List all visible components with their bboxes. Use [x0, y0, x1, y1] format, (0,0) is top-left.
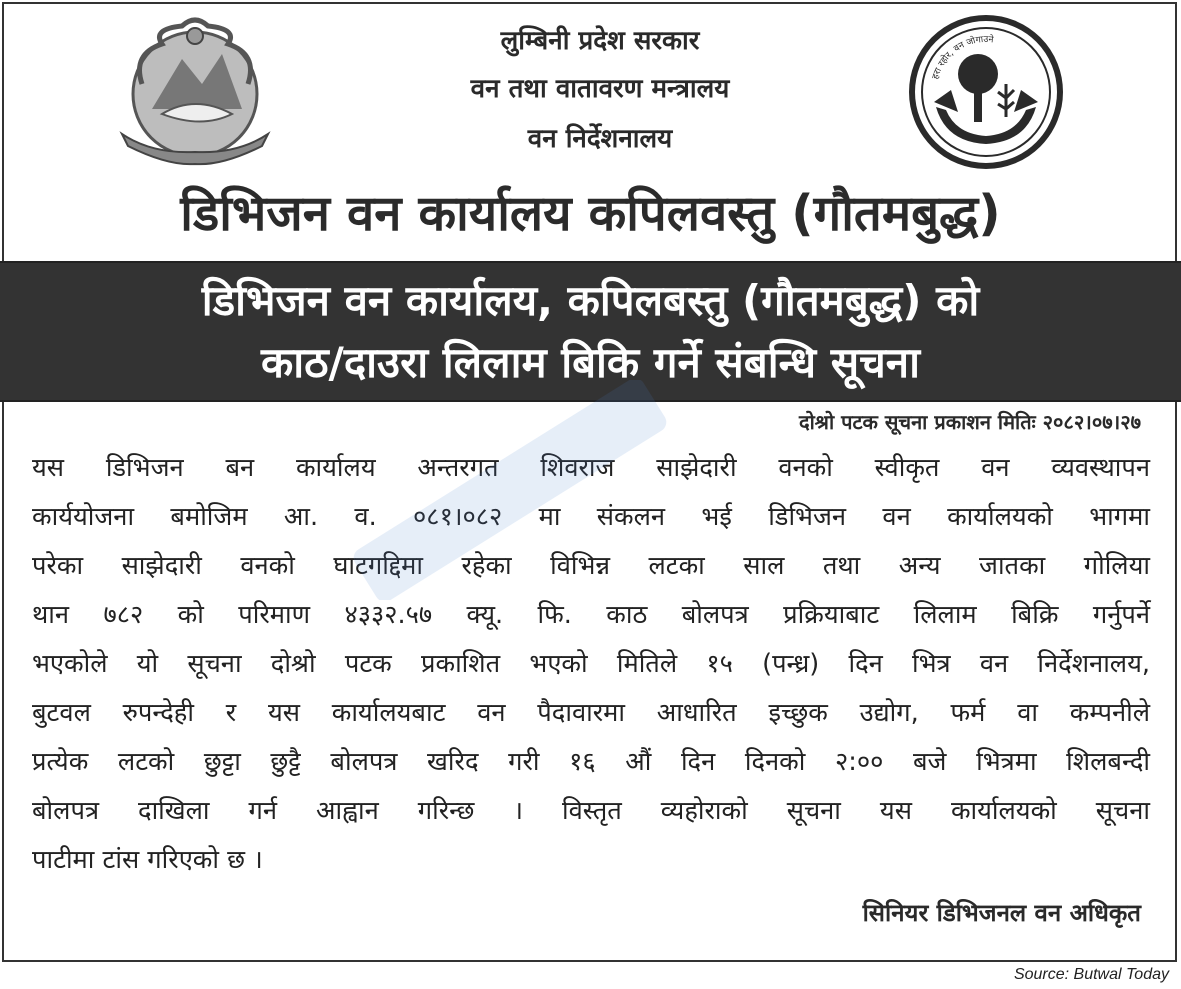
body-line: बोलपत्र दाखिला गर्न आह्वान गरिन्छ । विस्तृत व्यहोराको सूचना यस कार्यालयको सूचना — [32, 796, 1150, 826]
body-line: थान ७८२ को परिमाण ४३३२.५७ क्यू. फि. काठ बोलपत्र प्रक्रियाबाट लिलाम बिक्रि गर्नुपर्ने — [32, 600, 1150, 630]
office-title: डिभिजन वन कार्यालय कपिलवस्तु (गौतमबुद्ध) — [180, 185, 1001, 242]
body-line: बुटवल रुपन्देही र यस कार्यालयबाट वन पैदावारमा आधारित इच्छुक उद्योग, फर्म वा कम्पनीले — [32, 698, 1150, 728]
header-ministry: वन तथा वातावरण मन्त्रालय — [470, 74, 730, 104]
body-line: यस डिभिजन बन कार्यालय अन्तरगत शिवराज साझेदारी वनको स्वीकृत वन व्यवस्थापन — [32, 453, 1150, 483]
forest-ministry-logo-icon — [906, 12, 1066, 172]
banner-line-2: काठ/दाउरा लिलाम बिकि गर्ने संबन्धि सूचना — [261, 338, 920, 387]
logo-arc-text: हरा रहोर, वन जोगाउने — [930, 34, 994, 81]
body-line: परेका साझेदारी वनको घाटगद्दिमा रहेका विभिन्न लटका साल तथा अन्य जातका गोलिया — [32, 551, 1150, 581]
body-line: प्रत्येक लटको छुट्टा छुट्टै बोलपत्र खरिद गरी १६ औं दिन दिनको २:०० बजे भित्रमा शिलबन्दी — [32, 747, 1150, 777]
signature-title: सिनियर डिभिजनल वन अधिकृत — [862, 899, 1141, 927]
publication-date: दोश्रो पटक सूचना प्रकाशन मितिः २०८२।०७।२७ — [799, 410, 1141, 434]
body-line: कार्ययोजना बमोजिम आ. व. ०८१।०८२ मा संकलन भई डिभिजन वन कार्यालयको भागमा — [32, 502, 1150, 532]
header-directorate: वन निर्देशनालय — [527, 124, 673, 154]
banner-line-1: डिभिजन वन कार्यालय, कपिलबस्तु (गौतमबुद्ध) को — [201, 276, 980, 325]
notice-banner — [0, 261, 1181, 402]
source-credit: Source: Butwal Today — [1013, 966, 1169, 983]
body-line: भएकोले यो सूचना दोश्रो पटक प्रकाशित भएको मितिले १५ (पन्ध्र) दिन भित्र वन निर्देशनालय, — [32, 649, 1150, 679]
header-province: लुम्बिनी प्रदेश सरकार — [500, 26, 700, 56]
nepal-emblem-icon — [112, 14, 278, 170]
body-line: पाटीमा टांस गरिएको छ । — [32, 845, 263, 875]
